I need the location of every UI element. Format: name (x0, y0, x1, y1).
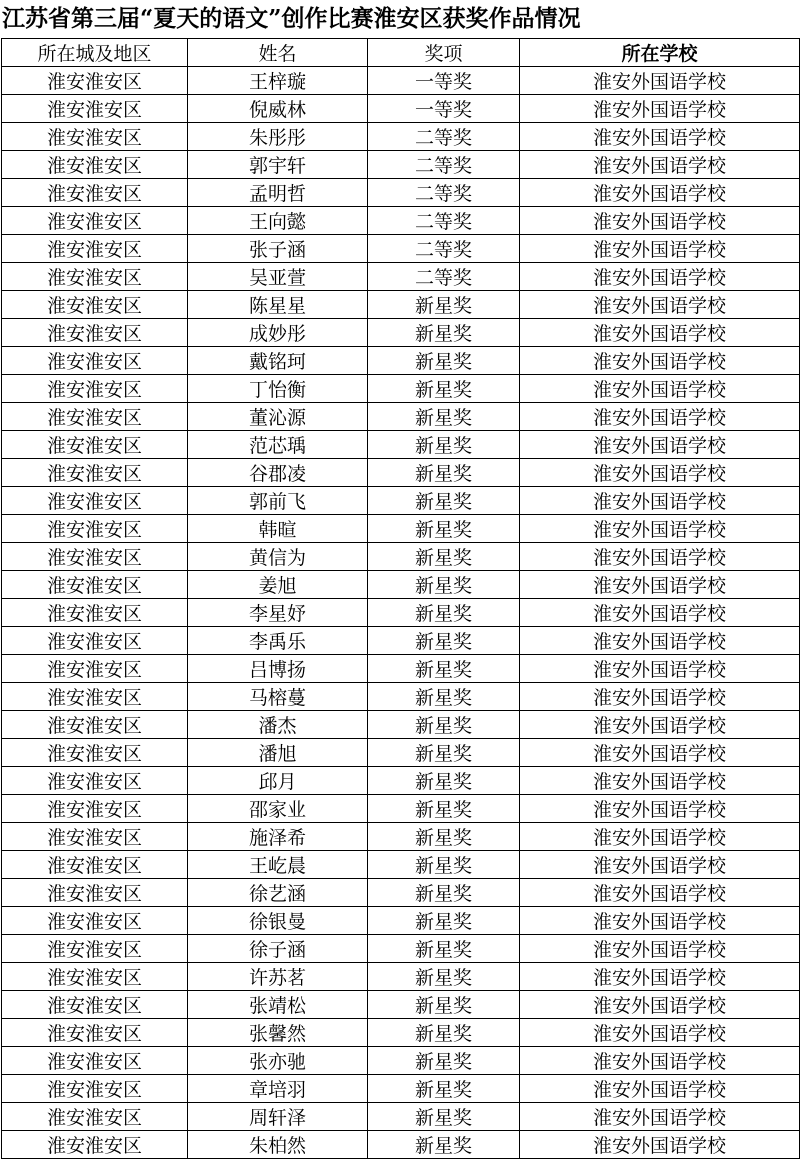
table-row (2, 627, 800, 655)
region-cell: 淮安淮安区 (2, 823, 188, 851)
school-cell: 淮安外国语学校 (520, 1047, 800, 1075)
name-cell: 邵家业 (188, 795, 368, 823)
region-cell: 淮安淮安区 (2, 963, 188, 991)
name-cell: 张馨然 (188, 1019, 368, 1047)
region-cell: 淮安淮安区 (2, 179, 188, 207)
school-cell: 淮安外国语学校 (520, 67, 800, 95)
award-table (1, 38, 800, 1159)
name-cell: 潘杰 (188, 711, 368, 739)
table-row (2, 599, 800, 627)
award-cell: 新星奖 (368, 851, 520, 879)
name-cell: 倪威林 (188, 95, 368, 123)
region-cell: 淮安淮安区 (2, 431, 188, 459)
name-cell: 李禹乐 (188, 627, 368, 655)
name-cell: 朱彤彤 (188, 123, 368, 151)
name-cell: 王梓璇 (188, 67, 368, 95)
school-cell: 淮安外国语学校 (520, 123, 800, 151)
region-cell: 淮安淮安区 (2, 627, 188, 655)
name-cell: 邱月 (188, 767, 368, 795)
name-cell: 陈星星 (188, 291, 368, 319)
region-cell: 淮安淮安区 (2, 795, 188, 823)
name-cell: 姜旭 (188, 571, 368, 599)
award-cell: 新星奖 (368, 879, 520, 907)
table-row (2, 767, 800, 795)
award-cell: 二等奖 (368, 123, 520, 151)
name-cell: 徐银曼 (188, 907, 368, 935)
table-row (2, 123, 800, 151)
table-row (2, 263, 800, 291)
award-cell: 新星奖 (368, 683, 520, 711)
region-cell: 淮安淮安区 (2, 543, 188, 571)
school-cell: 淮安外国语学校 (520, 347, 800, 375)
award-cell: 二等奖 (368, 263, 520, 291)
school-cell: 淮安外国语学校 (520, 599, 800, 627)
school-cell: 淮安外国语学校 (520, 627, 800, 655)
award-cell: 新星奖 (368, 1131, 520, 1159)
award-cell: 新星奖 (368, 1047, 520, 1075)
region-cell: 淮安淮安区 (2, 1075, 188, 1103)
region-cell: 淮安淮安区 (2, 767, 188, 795)
name-cell: 徐艺涵 (188, 879, 368, 907)
name-cell: 郭宇轩 (188, 151, 368, 179)
region-cell: 淮安淮安区 (2, 1131, 188, 1159)
table-row (2, 991, 800, 1019)
name-cell: 徐子涵 (188, 935, 368, 963)
table-row (2, 375, 800, 403)
award-cell: 新星奖 (368, 487, 520, 515)
name-cell: 谷郡凌 (188, 459, 368, 487)
region-cell: 淮安淮安区 (2, 319, 188, 347)
award-cell: 新星奖 (368, 795, 520, 823)
region-cell: 淮安淮安区 (2, 515, 188, 543)
table-row (2, 683, 800, 711)
award-cell: 新星奖 (368, 571, 520, 599)
name-cell: 马榕蔓 (188, 683, 368, 711)
name-cell: 章培羽 (188, 1075, 368, 1103)
name-cell: 张子涵 (188, 235, 368, 263)
award-cell: 新星奖 (368, 375, 520, 403)
table-row (2, 935, 800, 963)
header-row (2, 39, 800, 67)
award-cell: 二等奖 (368, 235, 520, 263)
table-row (2, 459, 800, 487)
region-cell: 淮安淮安区 (2, 1019, 188, 1047)
region-cell: 淮安淮安区 (2, 991, 188, 1019)
table-row (2, 403, 800, 431)
award-cell: 新星奖 (368, 599, 520, 627)
award-cell: 新星奖 (368, 459, 520, 487)
name-cell: 戴铭珂 (188, 347, 368, 375)
school-cell: 淮安外国语学校 (520, 571, 800, 599)
table-row (2, 543, 800, 571)
table-row (2, 207, 800, 235)
table-row (2, 1075, 800, 1103)
award-cell: 一等奖 (368, 95, 520, 123)
school-cell: 淮安外国语学校 (520, 683, 800, 711)
table-row (2, 655, 800, 683)
name-cell: 吴亚萱 (188, 263, 368, 291)
school-cell: 淮安外国语学校 (520, 739, 800, 767)
region-cell: 淮安淮安区 (2, 263, 188, 291)
region-cell: 淮安淮安区 (2, 851, 188, 879)
name-cell: 周轩泽 (188, 1103, 368, 1131)
region-cell: 淮安淮安区 (2, 935, 188, 963)
region-cell: 淮安淮安区 (2, 879, 188, 907)
region-cell: 淮安淮安区 (2, 1103, 188, 1131)
school-cell: 淮安外国语学校 (520, 963, 800, 991)
school-cell: 淮安外国语学校 (520, 291, 800, 319)
region-cell: 淮安淮安区 (2, 291, 188, 319)
region-cell: 淮安淮安区 (2, 207, 188, 235)
region-cell: 淮安淮安区 (2, 95, 188, 123)
region-cell: 淮安淮安区 (2, 907, 188, 935)
award-cell: 新星奖 (368, 823, 520, 851)
table-row (2, 179, 800, 207)
region-cell: 淮安淮安区 (2, 571, 188, 599)
award-cell: 新星奖 (368, 655, 520, 683)
name-cell: 潘旭 (188, 739, 368, 767)
award-cell: 新星奖 (368, 319, 520, 347)
region-cell: 淮安淮安区 (2, 347, 188, 375)
table-row (2, 431, 800, 459)
table-row (2, 907, 800, 935)
school-cell: 淮安外国语学校 (520, 319, 800, 347)
name-cell: 孟明哲 (188, 179, 368, 207)
award-cell: 新星奖 (368, 991, 520, 1019)
table-row (2, 1131, 800, 1159)
school-cell: 淮安外国语学校 (520, 1075, 800, 1103)
name-cell: 黄信为 (188, 543, 368, 571)
region-cell: 淮安淮安区 (2, 711, 188, 739)
award-cell: 新星奖 (368, 347, 520, 375)
table-row (2, 879, 800, 907)
school-cell: 淮安外国语学校 (520, 907, 800, 935)
award-cell: 新星奖 (368, 907, 520, 935)
name-cell: 张靖松 (188, 991, 368, 1019)
school-cell: 淮安外国语学校 (520, 487, 800, 515)
school-cell: 淮安外国语学校 (520, 95, 800, 123)
school-cell: 淮安外国语学校 (520, 543, 800, 571)
school-cell: 淮安外国语学校 (520, 767, 800, 795)
table-row (2, 319, 800, 347)
column-header-name: 姓名 (188, 39, 368, 67)
table-row (2, 235, 800, 263)
school-cell: 淮安外国语学校 (520, 431, 800, 459)
region-cell: 淮安淮安区 (2, 459, 188, 487)
school-cell: 淮安外国语学校 (520, 1019, 800, 1047)
table-row (2, 347, 800, 375)
region-cell: 淮安淮安区 (2, 1047, 188, 1075)
award-cell: 新星奖 (368, 543, 520, 571)
region-cell: 淮安淮安区 (2, 123, 188, 151)
region-cell: 淮安淮安区 (2, 235, 188, 263)
region-cell: 淮安淮安区 (2, 151, 188, 179)
name-cell: 成妙彤 (188, 319, 368, 347)
table-row (2, 1019, 800, 1047)
school-cell: 淮安外国语学校 (520, 935, 800, 963)
award-cell: 新星奖 (368, 963, 520, 991)
school-cell: 淮安外国语学校 (520, 459, 800, 487)
table-row (2, 823, 800, 851)
name-cell: 范芯瑀 (188, 431, 368, 459)
award-cell: 新星奖 (368, 1019, 520, 1047)
column-header-region: 所在城及地区 (2, 39, 188, 67)
school-cell: 淮安外国语学校 (520, 795, 800, 823)
table-row (2, 487, 800, 515)
award-cell: 新星奖 (368, 431, 520, 459)
table-row (2, 711, 800, 739)
school-cell: 淮安外国语学校 (520, 879, 800, 907)
award-cell: 新星奖 (368, 1103, 520, 1131)
region-cell: 淮安淮安区 (2, 403, 188, 431)
table-row (2, 1103, 800, 1131)
name-cell: 丁怡衡 (188, 375, 368, 403)
name-cell: 李星妤 (188, 599, 368, 627)
name-cell: 王向懿 (188, 207, 368, 235)
table-row (2, 95, 800, 123)
name-cell: 施泽希 (188, 823, 368, 851)
table-row (2, 151, 800, 179)
school-cell: 淮安外国语学校 (520, 1131, 800, 1159)
column-header-award: 奖项 (368, 39, 520, 67)
award-cell: 二等奖 (368, 151, 520, 179)
school-cell: 淮安外国语学校 (520, 711, 800, 739)
table-row (2, 1047, 800, 1075)
award-cell: 二等奖 (368, 179, 520, 207)
name-cell: 王屹晨 (188, 851, 368, 879)
region-cell: 淮安淮安区 (2, 67, 188, 95)
table-row (2, 291, 800, 319)
table-row (2, 571, 800, 599)
school-cell: 淮安外国语学校 (520, 151, 800, 179)
table-row (2, 851, 800, 879)
award-cell: 新星奖 (368, 767, 520, 795)
school-cell: 淮安外国语学校 (520, 823, 800, 851)
school-cell: 淮安外国语学校 (520, 179, 800, 207)
name-cell: 朱柏然 (188, 1131, 368, 1159)
award-cell: 新星奖 (368, 515, 520, 543)
table-body (2, 67, 800, 1159)
award-cell: 新星奖 (368, 627, 520, 655)
school-cell: 淮安外国语学校 (520, 655, 800, 683)
school-cell: 淮安外国语学校 (520, 235, 800, 263)
region-cell: 淮安淮安区 (2, 487, 188, 515)
award-cell: 新星奖 (368, 739, 520, 767)
name-cell: 张亦驰 (188, 1047, 368, 1075)
school-cell: 淮安外国语学校 (520, 851, 800, 879)
school-cell: 淮安外国语学校 (520, 375, 800, 403)
page-title: 江苏省第三届“夏天的语文”创作比赛淮安区获奖作品情况 (2, 5, 581, 32)
award-cell: 新星奖 (368, 291, 520, 319)
school-cell: 淮安外国语学校 (520, 515, 800, 543)
table-row (2, 515, 800, 543)
award-cell: 新星奖 (368, 711, 520, 739)
name-cell: 韩暄 (188, 515, 368, 543)
table-row (2, 739, 800, 767)
table-row (2, 67, 800, 95)
school-cell: 淮安外国语学校 (520, 403, 800, 431)
name-cell: 董沁源 (188, 403, 368, 431)
school-cell: 淮安外国语学校 (520, 991, 800, 1019)
name-cell: 吕博扬 (188, 655, 368, 683)
award-cell: 新星奖 (368, 403, 520, 431)
region-cell: 淮安淮安区 (2, 739, 188, 767)
table-row (2, 963, 800, 991)
name-cell: 郭前飞 (188, 487, 368, 515)
award-cell: 二等奖 (368, 207, 520, 235)
name-cell: 许苏茗 (188, 963, 368, 991)
award-cell: 新星奖 (368, 935, 520, 963)
region-cell: 淮安淮安区 (2, 655, 188, 683)
school-cell: 淮安外国语学校 (520, 207, 800, 235)
table-row (2, 795, 800, 823)
region-cell: 淮安淮安区 (2, 683, 188, 711)
column-header-school: 所在学校 (520, 39, 800, 67)
school-cell: 淮安外国语学校 (520, 263, 800, 291)
region-cell: 淮安淮安区 (2, 599, 188, 627)
region-cell: 淮安淮安区 (2, 375, 188, 403)
award-cell: 新星奖 (368, 1075, 520, 1103)
school-cell: 淮安外国语学校 (520, 1103, 800, 1131)
award-cell: 一等奖 (368, 67, 520, 95)
